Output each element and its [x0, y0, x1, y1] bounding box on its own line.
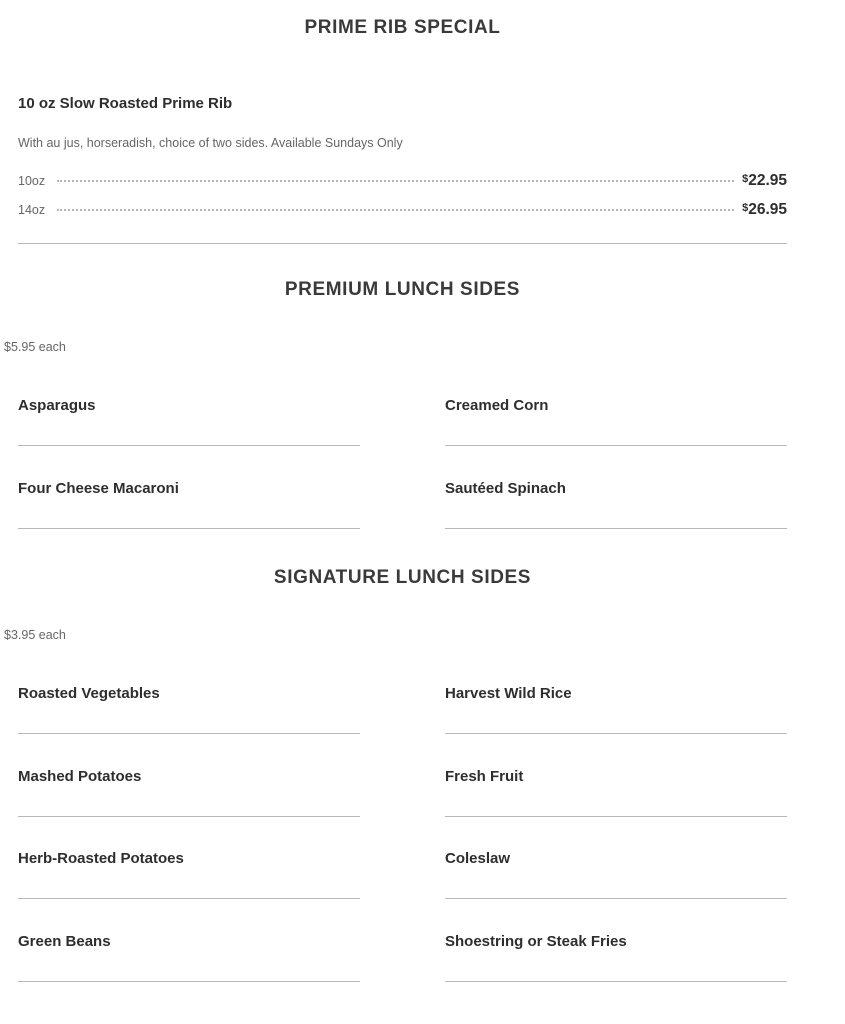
side-item — [445, 480, 787, 529]
side-item-label: Fresh Fruit — [445, 768, 524, 785]
side-item — [18, 933, 360, 982]
price-value — [742, 172, 787, 190]
price-row-14oz — [18, 201, 787, 221]
side-item-label: Harvest Wild Rice — [445, 685, 572, 702]
premium-sides-price-note: $5.95 each — [4, 340, 66, 354]
side-item — [445, 397, 787, 446]
price-size-label: 14oz — [18, 203, 46, 217]
prime-rib-description: With au jus, horseradish, choice of two sides. Available Sundays Only — [18, 136, 403, 150]
side-item-label: Roasted Vegetables — [18, 685, 160, 702]
side-item — [445, 850, 787, 899]
prime-rib-item-title: 10 oz Slow Roasted Prime Rib — [18, 95, 233, 112]
price-value — [742, 201, 787, 219]
side-item — [18, 480, 360, 529]
side-item-label: Green Beans — [18, 933, 111, 950]
side-item-label: Coleslaw — [445, 850, 511, 867]
side-item-label: Sautéed Spinach — [445, 480, 566, 497]
dot-leader — [57, 179, 734, 182]
currency-symbol: $ — [742, 202, 749, 214]
premium-sides-section-title: PREMIUM LUNCH SIDES — [284, 279, 521, 300]
side-item — [18, 397, 360, 446]
signature-sides-price-note: $3.95 each — [4, 628, 66, 642]
side-item — [18, 685, 360, 734]
price-size-label: 10oz — [18, 174, 46, 188]
side-item — [445, 768, 787, 817]
side-item-label: Asparagus — [18, 397, 96, 414]
side-item — [445, 933, 787, 982]
signature-sides-section-title: SIGNATURE LUNCH SIDES — [273, 567, 532, 588]
dot-leader — [57, 208, 734, 211]
side-item-label: Shoestring or Steak Fries — [445, 933, 627, 950]
side-item-label: Creamed Corn — [445, 397, 549, 414]
prime-rib-section-title: PRIME RIB SPECIAL — [304, 17, 501, 38]
side-item-label: Four Cheese Macaroni — [18, 480, 179, 497]
side-item — [18, 850, 360, 899]
side-item-label: Herb-Roasted Potatoes — [18, 850, 184, 867]
section-divider — [18, 243, 787, 244]
price-amount: 26.95 — [748, 201, 787, 218]
side-item-label: Mashed Potatoes — [18, 768, 142, 785]
price-amount: 22.95 — [748, 172, 787, 189]
currency-symbol: $ — [742, 173, 749, 185]
side-item — [18, 768, 360, 817]
price-row-10oz — [18, 172, 787, 192]
side-item — [445, 685, 787, 734]
